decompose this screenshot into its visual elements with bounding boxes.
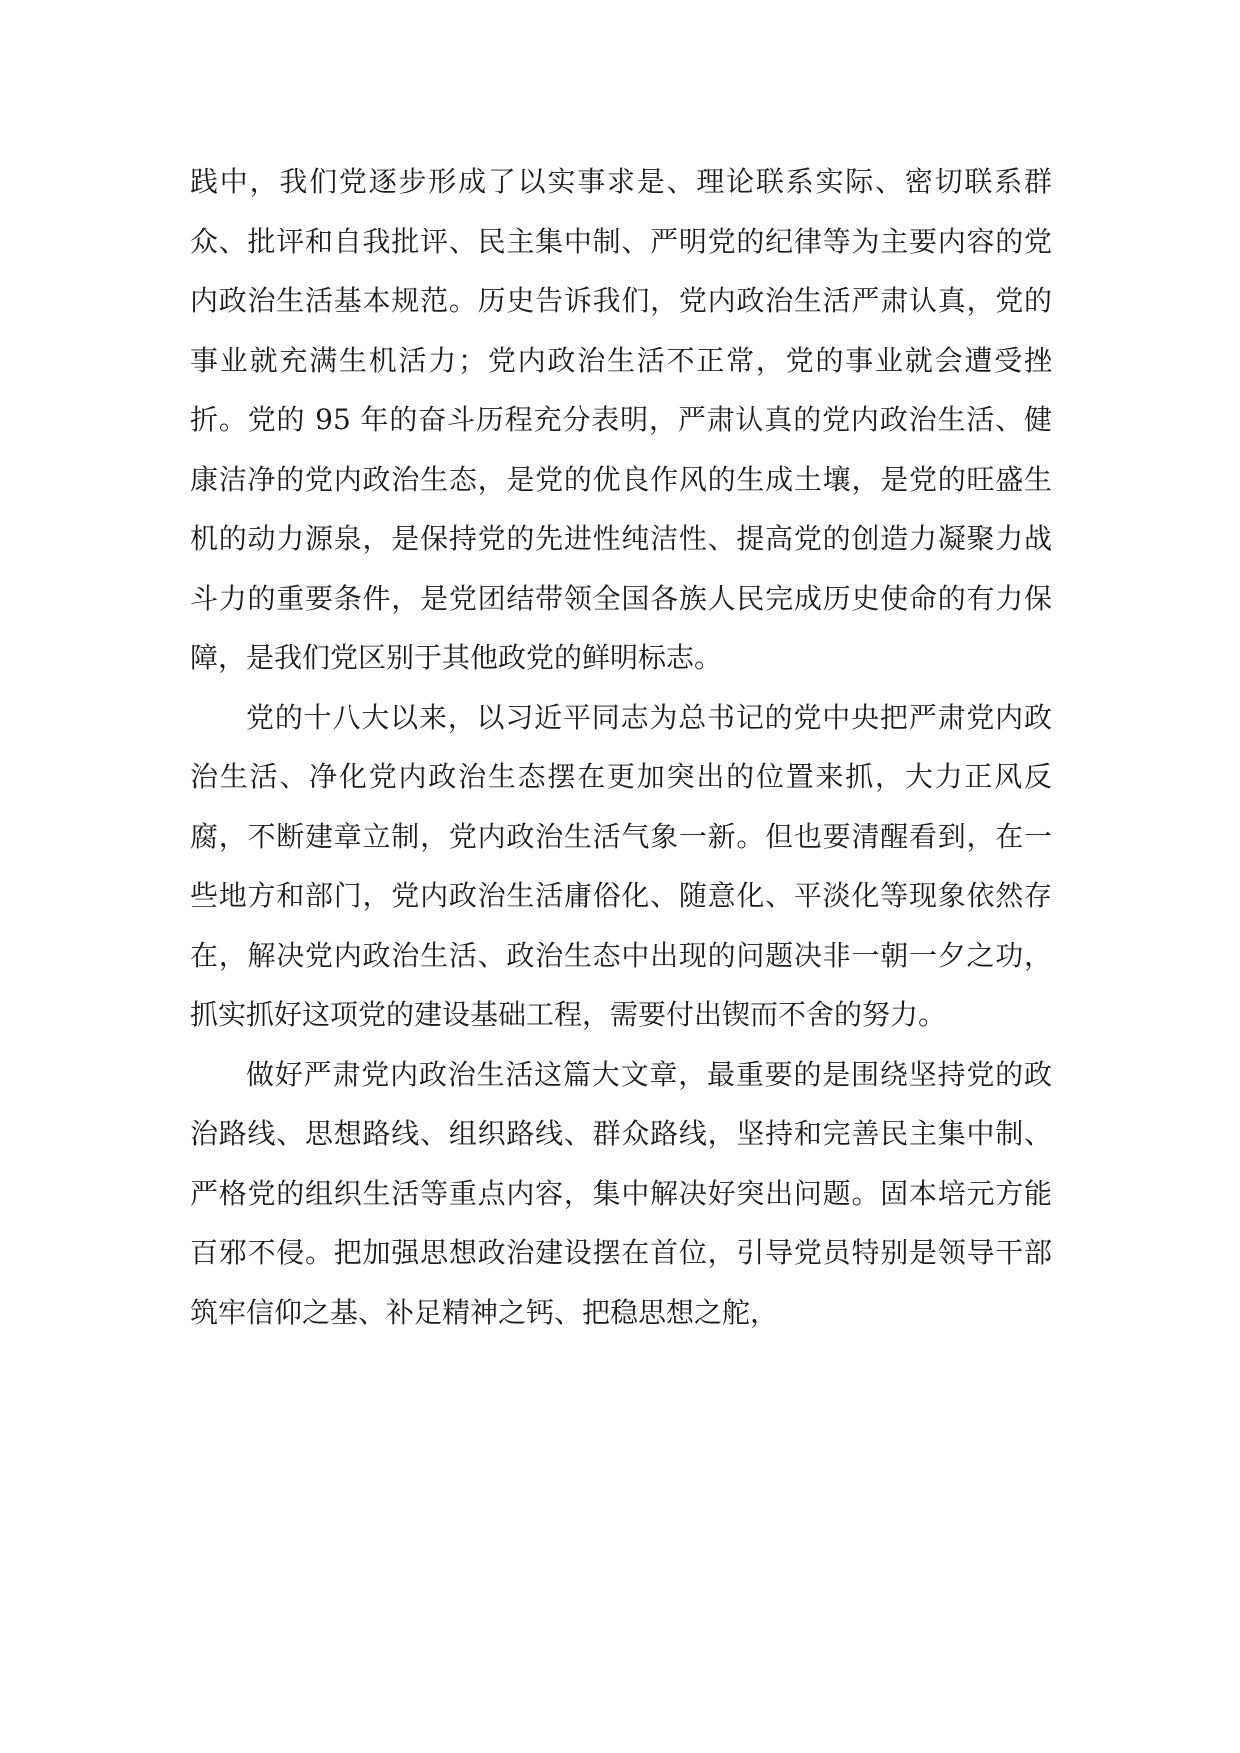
paragraph-2: 党的十八大以来，以习近平同志为总书记的党中央把严肃党内政治生活、净化党内政治生态摆在更加突出的位置来抓，大力正风反腐，不断建章立制，党内政治生活气象一新。但也要清醒看到，在一些地方和部门，党内政治生活庸俗化、随意化、平淡化等现象依然存在，解决党内政治生活、政治生态中出现的问题决非一朝一夕之功，抓实抓好这项党的建设基础工程，需要付出锲而不舍的努力。: [190, 700, 1052, 1031]
paragraph-1: 践中，我们党逐步形成了以实事求是、理论联系实际、密切联系群众、批评和自我批评、民主集中制、严明党的纪律等为主要内容的党内政治生活基本规范。历史告诉我们，党内政治生活严肃认真，党的事业就充满生机活力；党内政治生活不正常，党的事业就会遭受挫折。党的 95 年的奋斗历程充分表明，严肃认真的党内政治生活、健康洁净的党内政治生态，是党的优良作风的生成土壤，是党的旺盛生机的动力源泉，是保持党的先进性纯洁性、提高党的创造力凝聚力战斗力的重要条件，是党团结带领全国各族人民完成历史使命的有力保障，是我们党区别于其他政党的鲜明标志。: [190, 165, 1052, 674]
body-text: [190, 152, 1052, 1342]
paragraph-3: 做好严肃党内政治生活这篇大文章，最重要的是围绕坚持党的政治路线、思想路线、组织路线、群众路线，坚持和完善民主集中制、严格党的组织生活等重点内容，集中解决好突出问题。固本培元方能百邪不侵。把加强思想政治建设摆在首位，引导党员特别是领导干部筑牢信仰之基、补足精神之钙、把稳思想之舵，: [190, 1057, 1052, 1329]
